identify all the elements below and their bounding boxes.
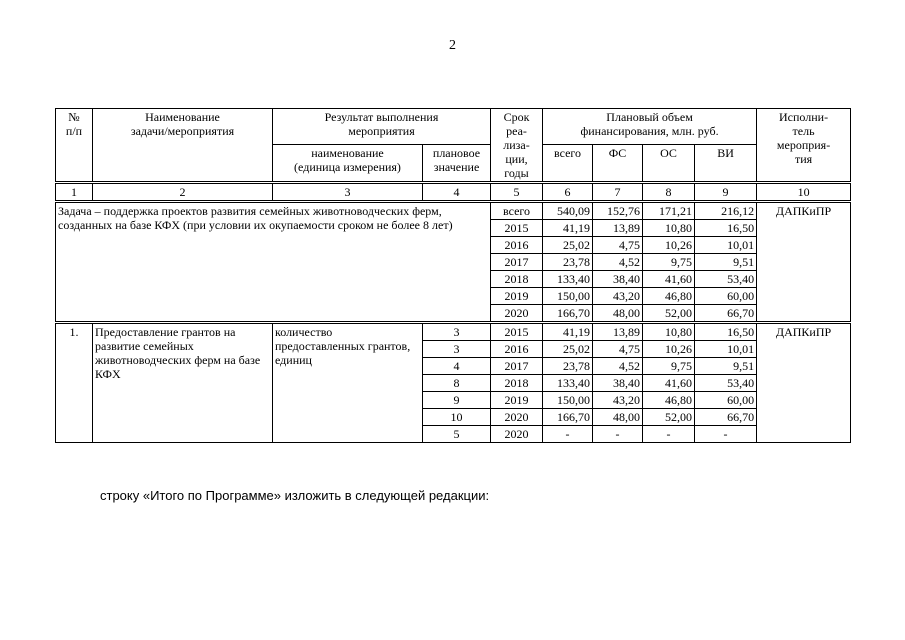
- year-cell: 2015: [491, 220, 543, 237]
- year-cell: 2016: [491, 341, 543, 358]
- col-number: 6: [543, 183, 593, 202]
- vi-cell: 53,40: [695, 271, 757, 288]
- task-description: Задача – поддержка проектов развития семейных животноводческих ферм, созданных на базе КФХ (при условии их окупаемости сроком не более 8 лет): [56, 202, 491, 323]
- col-number: 7: [593, 183, 643, 202]
- total-cell: 133,40: [543, 271, 593, 288]
- note-text: строку «Итого по Программе» изложить в следующей редакции:: [100, 488, 490, 503]
- os-cell: 41,60: [643, 375, 695, 392]
- os-cell: 9,75: [643, 254, 695, 271]
- plan-value-cell: 9: [423, 392, 491, 409]
- vi-cell: 60,00: [695, 392, 757, 409]
- header-task: Наименование задачи/мероприятия: [93, 109, 273, 183]
- total-cell: 166,70: [543, 409, 593, 426]
- header-vi: ВИ: [695, 145, 757, 183]
- vi-cell: 9,51: [695, 358, 757, 375]
- os-cell: 9,75: [643, 358, 695, 375]
- plan-value-cell: 10: [423, 409, 491, 426]
- total-cell: 41,19: [543, 323, 593, 341]
- total-cell: 540,09: [543, 202, 593, 220]
- plan-value-cell: 3: [423, 323, 491, 341]
- page-number: 2: [449, 38, 456, 53]
- fs-cell: 4,75: [593, 237, 643, 254]
- total-cell: 150,00: [543, 288, 593, 305]
- total-cell: -: [543, 426, 593, 443]
- fs-cell: 38,40: [593, 375, 643, 392]
- year-cell: 2018: [491, 271, 543, 288]
- os-cell: 52,00: [643, 305, 695, 323]
- year-cell: 2015: [491, 323, 543, 341]
- year-cell: 2016: [491, 237, 543, 254]
- measure-executor: ДАПКиПР: [757, 323, 851, 443]
- total-cell: 25,02: [543, 237, 593, 254]
- vi-cell: 66,70: [695, 305, 757, 323]
- vi-cell: 66,70: [695, 409, 757, 426]
- total-cell: 150,00: [543, 392, 593, 409]
- task-row: [56, 202, 851, 220]
- fs-cell: 4,75: [593, 341, 643, 358]
- fs-cell: 13,89: [593, 323, 643, 341]
- col-number: 9: [695, 183, 757, 202]
- fs-cell: 43,20: [593, 288, 643, 305]
- vi-cell: 9,51: [695, 254, 757, 271]
- fs-cell: 43,20: [593, 392, 643, 409]
- fs-cell: -: [593, 426, 643, 443]
- fs-cell: 48,00: [593, 409, 643, 426]
- year-cell: 2018: [491, 375, 543, 392]
- measure-row: [56, 323, 851, 341]
- fs-cell: 38,40: [593, 271, 643, 288]
- year-cell: 2017: [491, 254, 543, 271]
- year-cell: всего: [491, 202, 543, 220]
- os-cell: 46,80: [643, 392, 695, 409]
- year-cell: 2020: [491, 426, 543, 443]
- os-cell: 41,60: [643, 271, 695, 288]
- fs-cell: 4,52: [593, 358, 643, 375]
- fs-cell: 4,52: [593, 254, 643, 271]
- plan-value-cell: 3: [423, 341, 491, 358]
- os-cell: 46,80: [643, 288, 695, 305]
- col-number: 1: [56, 183, 93, 202]
- header-fs: ФС: [593, 145, 643, 183]
- col-number: 3: [273, 183, 423, 202]
- plan-value-cell: 8: [423, 375, 491, 392]
- year-cell: 2020: [491, 305, 543, 323]
- os-cell: 171,21: [643, 202, 695, 220]
- col-number: 5: [491, 183, 543, 202]
- plan-value-cell: 4: [423, 358, 491, 375]
- vi-cell: 10,01: [695, 341, 757, 358]
- total-cell: 23,78: [543, 358, 593, 375]
- measure-result-name: количество предоставленных грантов, единиц: [273, 323, 423, 443]
- vi-cell: 10,01: [695, 237, 757, 254]
- fs-cell: 13,89: [593, 220, 643, 237]
- col-number: 2: [93, 183, 273, 202]
- os-cell: 10,26: [643, 237, 695, 254]
- os-cell: 10,80: [643, 323, 695, 341]
- vi-cell: 53,40: [695, 375, 757, 392]
- plan-value-cell: 5: [423, 426, 491, 443]
- program-table: [55, 108, 851, 443]
- header-funding: Плановый объем финансирования, млн. руб.: [543, 109, 757, 145]
- header-result-name: наименование (единица измерения): [273, 145, 423, 183]
- os-cell: 52,00: [643, 409, 695, 426]
- header-term: Срок реа- лиза- ции, годы: [491, 109, 543, 183]
- fs-cell: 152,76: [593, 202, 643, 220]
- year-cell: 2020: [491, 409, 543, 426]
- vi-cell: 16,50: [695, 323, 757, 341]
- vi-cell: -: [695, 426, 757, 443]
- year-cell: 2019: [491, 288, 543, 305]
- fs-cell: 48,00: [593, 305, 643, 323]
- os-cell: -: [643, 426, 695, 443]
- col-number: 8: [643, 183, 695, 202]
- total-cell: 23,78: [543, 254, 593, 271]
- header-result: Результат выполнения мероприятия: [273, 109, 491, 145]
- measure-name: Предоставление грантов на развитие семейных животноводческих ферм на базе КФХ: [93, 323, 273, 443]
- header-num: № п/п: [56, 109, 93, 183]
- total-cell: 25,02: [543, 341, 593, 358]
- measure-number: 1.: [56, 323, 93, 443]
- os-cell: 10,80: [643, 220, 695, 237]
- os-cell: 10,26: [643, 341, 695, 358]
- col-number: 10: [757, 183, 851, 202]
- header-executor: Исполни- тель мероприя- тия: [757, 109, 851, 183]
- header-total: всего: [543, 145, 593, 183]
- task-executor: ДАПКиПР: [757, 202, 851, 323]
- total-cell: 133,40: [543, 375, 593, 392]
- year-cell: 2019: [491, 392, 543, 409]
- vi-cell: 60,00: [695, 288, 757, 305]
- vi-cell: 16,50: [695, 220, 757, 237]
- vi-cell: 216,12: [695, 202, 757, 220]
- total-cell: 41,19: [543, 220, 593, 237]
- header-result-plan: плановое значение: [423, 145, 491, 183]
- year-cell: 2017: [491, 358, 543, 375]
- header-os: ОС: [643, 145, 695, 183]
- total-cell: 166,70: [543, 305, 593, 323]
- column-numbers-row: [56, 183, 851, 202]
- col-number: 4: [423, 183, 491, 202]
